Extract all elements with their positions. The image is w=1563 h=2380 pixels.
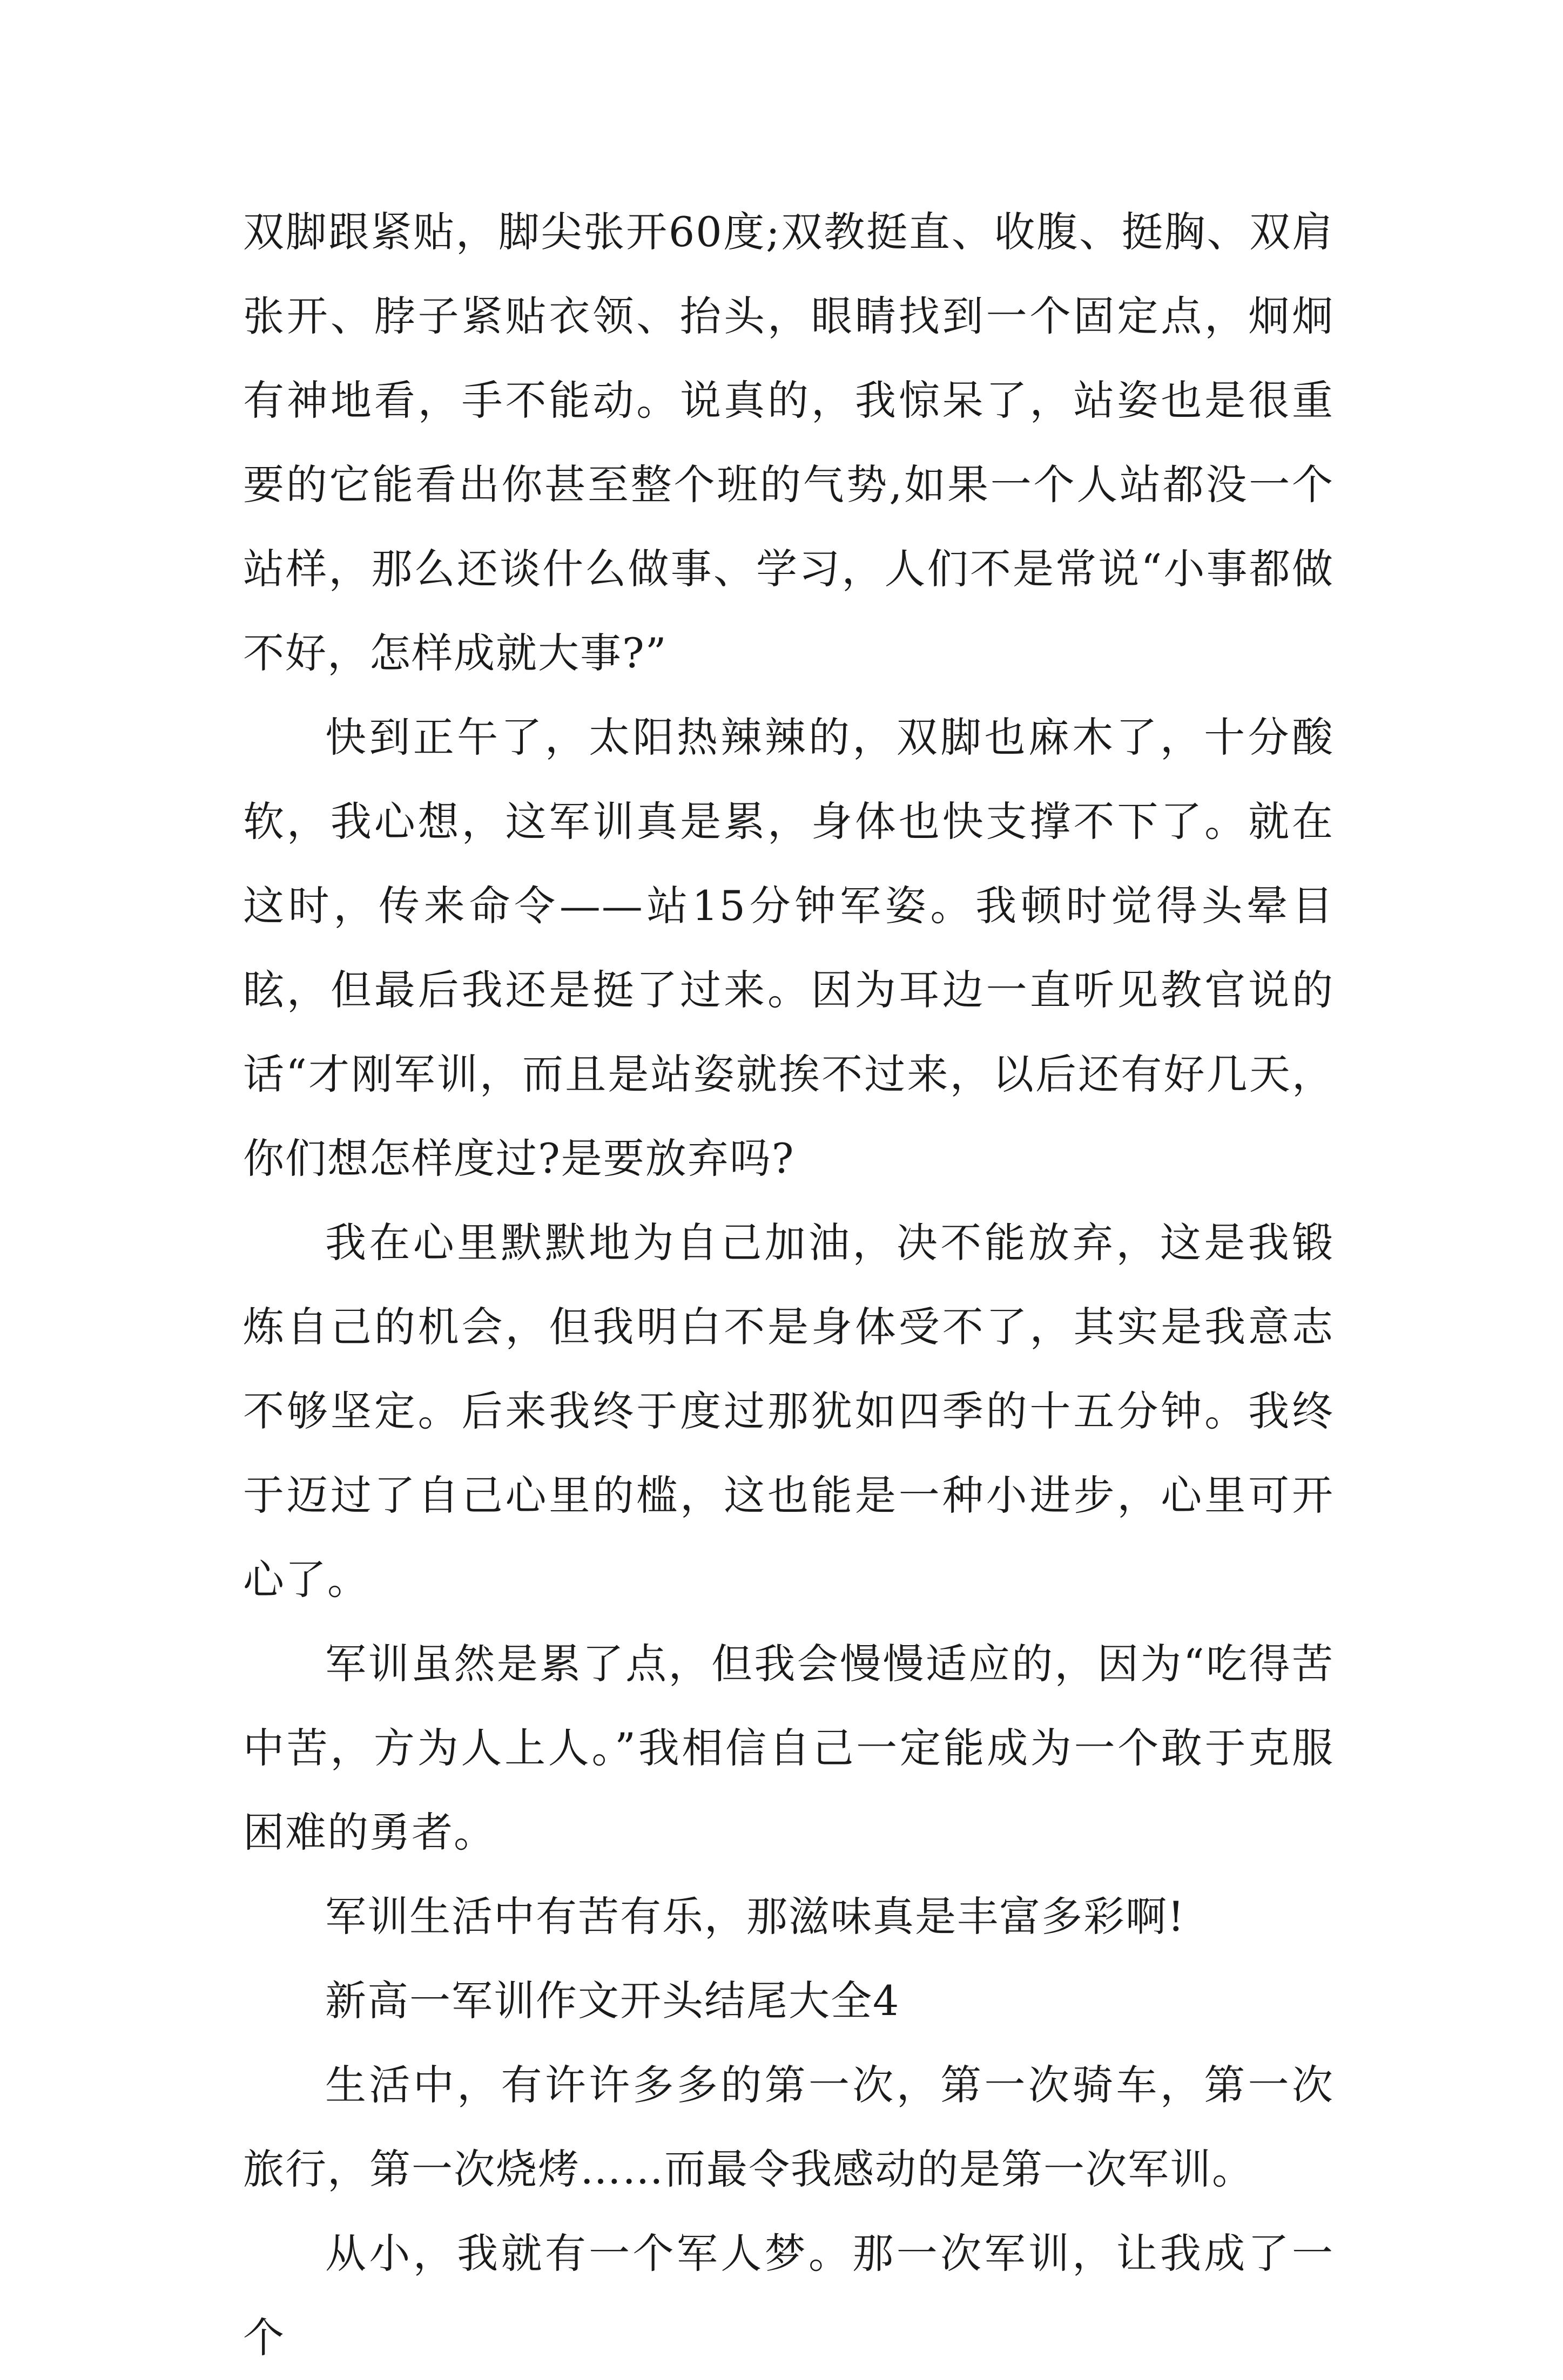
paragraph-self-encouragement: 我在心里默默地为自己加油，决不能放弃，这是我锻炼自己的机会，但我明白不是身体受不了，其实是我意志不够坚定。后来我终于度过那犹如四季的十五分钟。我终于迈过了自己心里的槛，这也能是一种小进步，心里可开心了。 [243,1219,1334,1604]
paragraph-bitter-sweet: 军训生活中有苦有乐，那滋味真是丰富多彩啊! [325,1892,1185,1940]
paragraph-standing-posture: 双脚跟紧贴，脚尖张开60度;双教挺直、收腹、挺胸、双肩张开、脖子紧贴衣领、抬头，眼睛找到一个固定点，炯炯有神地看，手不能动。说真的，我惊呆了，站姿也是很重要的它能看出你甚至整个班的气势,如果一个人站都没一个站样，那么还谈什么做事、学习，人们不是常说“小事都做不好，怎样成就大事?” [243,208,1334,677]
section-heading: 新高一军训作文开头结尾大全4 [325,1977,900,2025]
document-body [243,190,1334,2380]
paragraph-adaptation: 军训虽然是累了点，但我会慢慢适应的，因为“吃得苦中苦，方为人上人。”我相信自己一定能成为一个敢于克服困难的勇者。 [243,1640,1334,1856]
paragraph-noon-heat: 快到正午了，太阳热辣辣的，双脚也麻木了，十分酸软，我心想，这军训真是累，身体也快支撑不下了。就在这时，传来命令——站15分钟军姿。我顿时觉得头晕目眩，但最后我还是挺了过来。因为耳边一直听见教官说的话“才刚军训，而且是站姿就挨不过来，以后还有好几天，你们想怎样度过?是要放弃吗? [243,713,1334,1182]
paragraph-soldier-dream: 从小，我就有一个军人梦。那一次军训，让我成了一个 [243,2229,1334,2362]
paragraph-first-times: 生活中，有许许多多的第一次，第一次骑车，第一次旅行，第一次烧烤……而最令我感动的是第一次军训。 [243,2061,1334,2193]
